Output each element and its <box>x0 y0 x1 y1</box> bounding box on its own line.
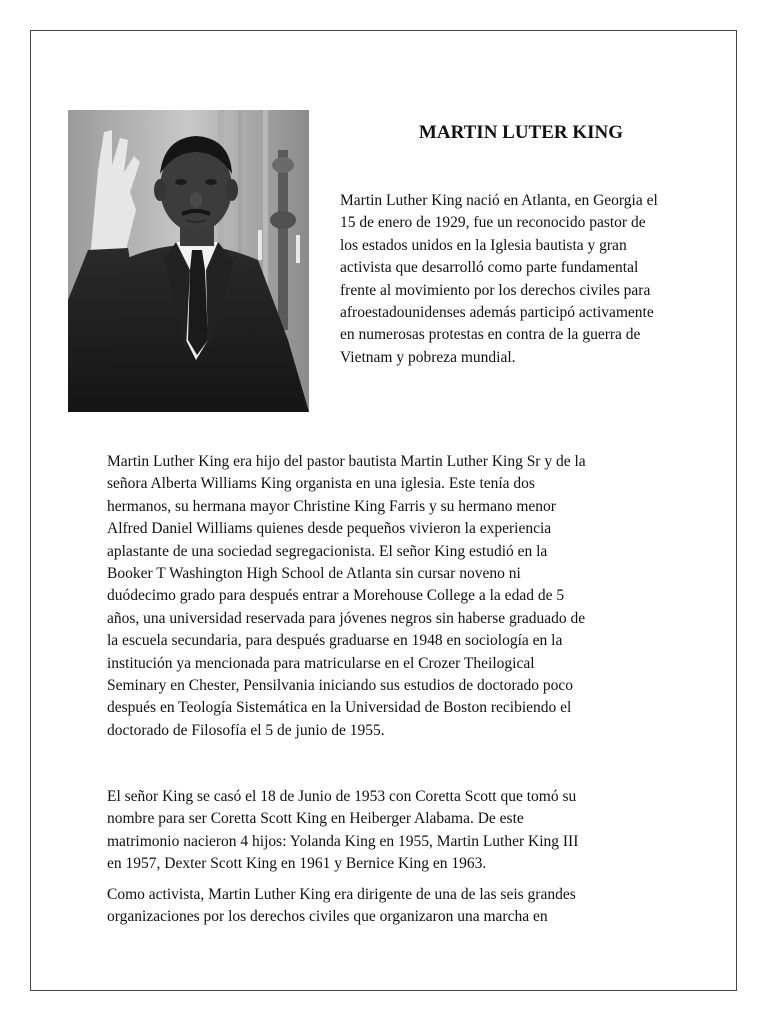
text-line: señora Alberta Williams King organista en una iglesia. Este tenía dos <box>107 475 535 493</box>
text-line: frente al movimiento por los derechos civiles para <box>340 281 651 299</box>
text-line: Seminary en Chester, Pensilvania iniciando sus estudios de doctorado poco <box>107 677 574 695</box>
text-line: en numerosas protestas en contra de la guerra de <box>340 326 641 344</box>
text-line: doctorado de Filosofía el 5 de junio de 1955. <box>107 721 385 739</box>
text-line: Como activista, Martin Luther King era dirigente de una de las seis grandes <box>107 886 576 903</box>
text-line: Vietnam y pobreza mundial. <box>340 348 516 366</box>
text-line: El señor King se casó el 18 de Junio de 1953 con Coretta Scott que tomó su <box>107 788 577 805</box>
text-line: 15 de enero de 1929, fue un reconocido pastor de <box>340 214 646 232</box>
text-line: la escuela secundaria, para después graduarse en 1948 en sociología en la <box>107 632 563 650</box>
marriage-paragraph <box>107 786 663 876</box>
text-line: duódecimo grado para después entrar a Morehouse College a la edad de 5 <box>107 587 565 605</box>
biography-paragraph <box>107 451 663 742</box>
text-line: años, una universidad reservada para jóvenes negros sin haberse graduado de <box>107 609 586 627</box>
text-line: los estados unidos en la Iglesia bautista y gran <box>340 236 627 254</box>
intro-paragraph <box>340 190 710 369</box>
activism-paragraph <box>107 884 663 929</box>
text-line: Booker T Washington High School de Atlanta sin cursar noveno ni <box>107 565 521 583</box>
portrait-image <box>68 110 309 412</box>
text-line: Martin Luther King era hijo del pastor bautista Martin Luther King Sr y de la <box>107 453 586 470</box>
text-line: en 1957, Dexter Scott King en 1961 y Bernice King en 1963. <box>107 855 487 873</box>
text-line: institución ya mencionada para matricularse en el Crozer Theilogical <box>107 654 535 672</box>
text-line: organizaciones por los derechos civiles que organizaron una marcha en <box>107 908 548 926</box>
text-line: activista que desarrolló como parte fundamental <box>340 259 639 277</box>
document-title: MARTIN LUTER KING <box>418 122 624 143</box>
text-line: aplastante de una sociedad segregacionista. El señor King estudió en la <box>107 542 548 560</box>
text-line: matrimonio nacieron 4 hijos: Yolanda King en 1955, Martin Luther King III <box>107 832 579 850</box>
portrait-photo <box>68 110 309 412</box>
text-line: hermanos, su hermana mayor Christine King Farris y su hermano menor <box>107 497 556 515</box>
text-line: afroestadounidenses además participó activamente <box>340 304 654 322</box>
text-line: Alfred Daniel Williams quienes desde pequeños vivieron la experiencia <box>107 520 552 538</box>
text-line: después en Teología Sistemática en la Universidad de Boston recibiendo el <box>107 699 572 717</box>
text-line: Martin Luther King nació en Atlanta, en Georgia el <box>340 192 658 209</box>
text-line: nombre para ser Coretta Scott King en Heiberger Alabama. De este <box>107 810 524 828</box>
